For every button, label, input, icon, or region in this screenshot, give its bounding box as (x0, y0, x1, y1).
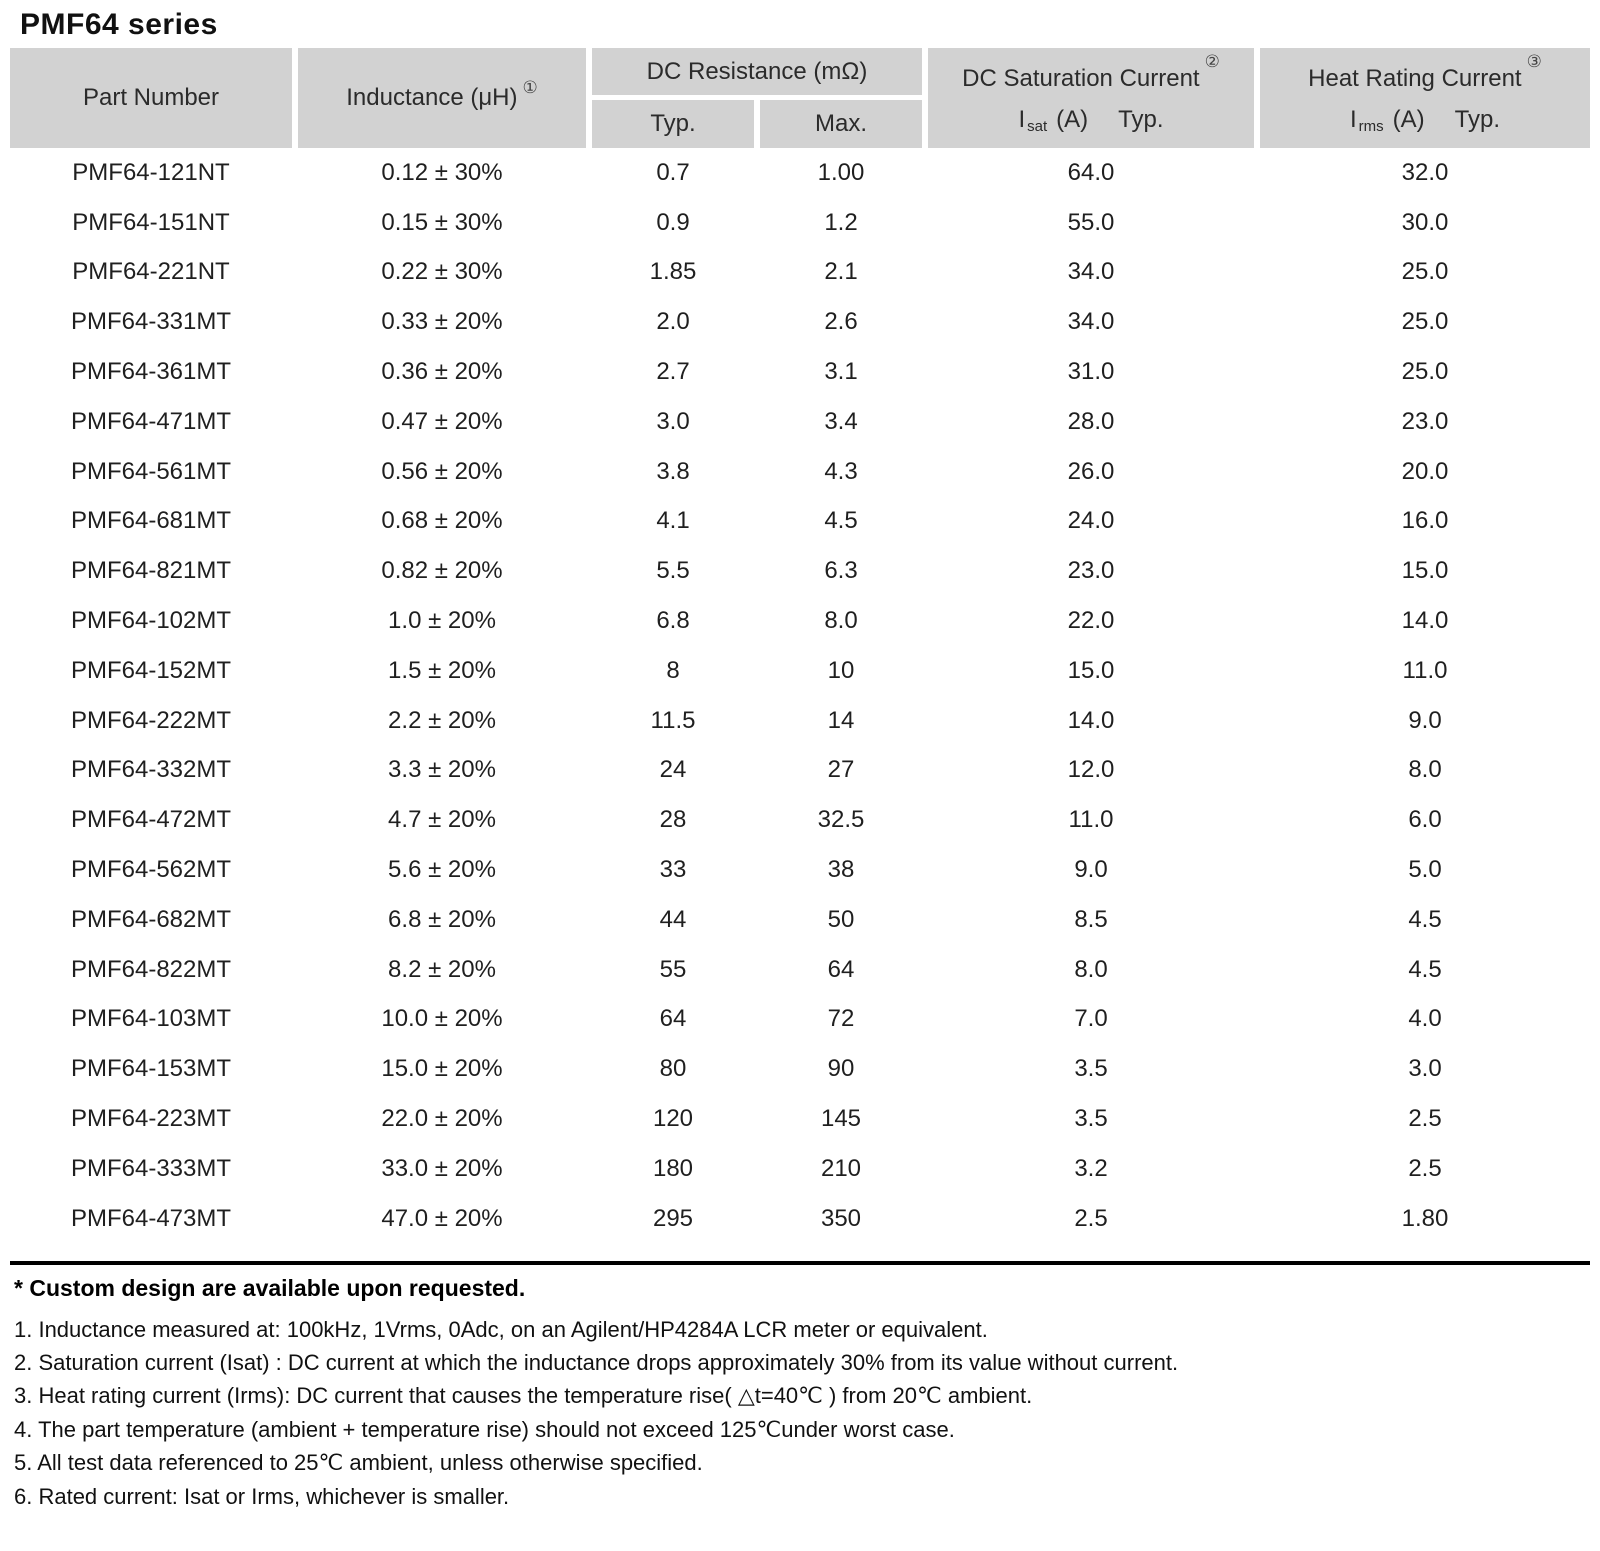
cell: 90 (827, 1055, 855, 1083)
table-row (10, 198, 1590, 248)
cell: PMF64-102MT (70, 607, 232, 635)
cell: 0.33 ± 20% (381, 308, 503, 336)
isat-symbol: I (1018, 105, 1026, 133)
table-row (10, 845, 1590, 895)
table-row (10, 596, 1590, 646)
cell: 2.2 ± 20% (388, 706, 496, 734)
table-row (10, 895, 1590, 945)
cell: 6.0 (1408, 806, 1442, 834)
cell: 3.5 (1074, 1105, 1108, 1133)
cell: 6.8 ± 20% (388, 905, 496, 933)
cell: 3.5 (1074, 1055, 1108, 1083)
cell: 120 (652, 1105, 694, 1133)
isat-typ: Typ. (1118, 105, 1164, 133)
header-heat-rating-label: Heat Rating Current (1308, 65, 1522, 93)
cell: 3.4 (824, 407, 858, 435)
cell: 24.0 (1067, 507, 1115, 535)
cell: 4.3 (824, 457, 858, 485)
cell: 8.2 ± 20% (388, 955, 496, 983)
cell: PMF64-152MT (70, 656, 232, 684)
cell: 9.0 (1074, 856, 1108, 884)
cell: 145 (820, 1105, 862, 1133)
cell: 8.0 (824, 607, 858, 635)
cell: 32.0 (1401, 158, 1449, 186)
cell: 2.0 (656, 308, 690, 336)
table-row (10, 696, 1590, 746)
table-header (10, 48, 1590, 148)
cell: 0.12 ± 30% (381, 158, 503, 186)
irms-subscript: rms (1358, 117, 1384, 135)
cell: PMF64-473MT (70, 1204, 232, 1232)
custom-design-note: * Custom design are available upon requested. (14, 1275, 526, 1301)
cell: 15.0 (1067, 656, 1115, 684)
cell: 3.0 (656, 407, 690, 435)
header-dc-resistance-label: DC Resistance (mΩ) (646, 57, 868, 85)
table-row (10, 347, 1590, 397)
cell: 25.0 (1401, 308, 1449, 336)
cell: 210 (820, 1154, 862, 1182)
cell: 0.56 ± 20% (381, 457, 503, 485)
irms-symbol: I (1349, 105, 1357, 133)
cell: PMF64-821MT (70, 557, 232, 585)
cell: 34.0 (1067, 308, 1115, 336)
irms-unit: (A) (1392, 105, 1425, 133)
header-max-label: Max. (814, 110, 867, 137)
cell: PMF64-682MT (70, 905, 232, 933)
cell: PMF64-561MT (70, 457, 232, 485)
cell: 25.0 (1401, 258, 1449, 286)
header-dc-resistance (592, 48, 922, 95)
cell: 0.47 ± 20% (381, 407, 503, 435)
header-dc-saturation (928, 48, 1254, 148)
cell: 2.5 (1408, 1105, 1442, 1133)
cell: 11.0 (1402, 656, 1448, 684)
table-row (10, 995, 1590, 1045)
cell: 0.68 ± 20% (381, 507, 503, 535)
irms-label (1350, 106, 1500, 134)
cell: 47.0 ± 20% (381, 1204, 503, 1232)
cell: 1.5 ± 20% (388, 656, 496, 684)
table-row (10, 1144, 1590, 1194)
cell: 3.2 (1074, 1154, 1108, 1182)
cell: 2.5 (1408, 1154, 1442, 1182)
irms-typ: Typ. (1454, 105, 1501, 133)
cell: 4.7 ± 20% (388, 806, 496, 834)
footnote-1: 1. Inductance measured at: 100kHz, 1Vrms, 0Adc, on an Agilent/HP4284A LCR meter or equivalent. (14, 1316, 988, 1342)
cell: 2.6 (824, 308, 858, 336)
cell: 350 (820, 1204, 862, 1232)
table-row (10, 546, 1590, 596)
cell: 14.0 (1067, 706, 1115, 734)
cell: 9.0 (1408, 706, 1442, 734)
cell: 0.82 ± 20% (381, 557, 503, 585)
cell: 33 (659, 856, 687, 884)
cell: 14.0 (1401, 607, 1449, 635)
footnote-2: 2. Saturation current (Isat) : DC current at which the inductance drops approximately 30% from its value without current. (14, 1350, 1179, 1376)
cell: PMF64-681MT (70, 507, 232, 535)
cell: 72 (827, 1005, 855, 1033)
isat-label (1018, 106, 1163, 134)
table-row (10, 1094, 1590, 1144)
cell: PMF64-221NT (72, 258, 230, 286)
cell: 0.7 (656, 158, 690, 186)
footnote-5: 5. All test data referenced to 25℃ ambient, unless otherwise specified. (14, 1450, 703, 1476)
table-row (10, 746, 1590, 796)
cell: 10 (827, 656, 855, 684)
cell: 8.0 (1074, 955, 1108, 983)
cell: PMF64-121NT (72, 158, 230, 186)
table-row (10, 397, 1590, 447)
header-heat-rating (1260, 48, 1590, 148)
cell: 12.0 (1067, 756, 1115, 784)
table-row (10, 795, 1590, 845)
table-row (10, 945, 1590, 995)
cell: 50 (827, 905, 855, 933)
cell: 3.0 (1408, 1055, 1442, 1083)
cell: 2.1 (824, 258, 858, 286)
cell: 64 (659, 1005, 687, 1033)
cell: 4.5 (824, 507, 858, 535)
cell: PMF64-333MT (70, 1154, 232, 1182)
cell: 23.0 (1067, 557, 1115, 585)
table-row (10, 1194, 1590, 1244)
cell: 0.9 (656, 208, 690, 236)
table-row (10, 646, 1590, 696)
cell: 33.0 ± 20% (381, 1154, 503, 1182)
cell: 3.3 ± 20% (388, 756, 496, 784)
cell: 32.5 (817, 806, 865, 834)
cell: 64 (827, 955, 855, 983)
header-part-number-label: Part Number (82, 84, 220, 111)
cell: 34.0 (1067, 258, 1115, 286)
table-row (10, 1044, 1590, 1094)
cell: 180 (652, 1154, 694, 1182)
cell: 295 (652, 1204, 694, 1232)
spec-table (10, 48, 1590, 1244)
cell: 7.0 (1074, 1005, 1108, 1033)
cell: 24 (659, 756, 687, 784)
cell: 30.0 (1401, 208, 1449, 236)
cell: 6.3 (824, 557, 858, 585)
cell: 3.1 (824, 358, 858, 386)
cell: 10.0 ± 20% (381, 1005, 503, 1033)
footnote-3: 3. Heat rating current (Irms): DC current that causes the temperature rise( △t=40℃ ) from 20℃ ambient. (14, 1383, 1033, 1409)
cell: 28 (659, 806, 687, 834)
cell: 1.00 (817, 158, 865, 186)
header-dc-saturation-label: DC Saturation Current (962, 65, 1200, 93)
cell: 4.5 (1408, 955, 1442, 983)
cell: 11.5 (650, 706, 696, 734)
cell: 16.0 (1401, 507, 1449, 535)
header-typ-label: Typ. (650, 110, 696, 137)
section-divider (10, 1261, 1590, 1265)
cell: 0.36 ± 20% (381, 358, 503, 386)
header-dc-saturation-title (962, 52, 1220, 93)
table-body (10, 148, 1590, 1244)
note-ref-2-icon: ② (1204, 52, 1220, 72)
cell: PMF64-331MT (70, 308, 232, 336)
cell: 31.0 (1067, 358, 1115, 386)
cell: 4.0 (1408, 1005, 1442, 1033)
cell: PMF64-153MT (70, 1055, 232, 1083)
cell: 44 (659, 905, 687, 933)
table-row (10, 148, 1590, 198)
cell: 4.5 (1408, 905, 1442, 933)
footnote-4: 4. The part temperature (ambient + temperature rise) should not exceed 125℃under worst case. (14, 1416, 955, 1442)
cell: 14 (827, 706, 855, 734)
cell: 23.0 (1401, 407, 1449, 435)
cell: PMF64-471MT (70, 407, 232, 435)
cell: 3.8 (656, 457, 690, 485)
cell: 1.85 (649, 258, 697, 286)
cell: 6.8 (656, 607, 690, 635)
cell: PMF64-222MT (70, 706, 232, 734)
footnotes (14, 1313, 1584, 1513)
header-part-number (10, 48, 292, 148)
isat-subscript: sat (1027, 117, 1048, 135)
cell: 2.5 (1074, 1204, 1108, 1232)
note-ref-1-icon: ① (522, 78, 538, 97)
header-inductance-label: Inductance (μH) (346, 84, 518, 111)
table-row (10, 248, 1590, 298)
cell: 15.0 ± 20% (381, 1055, 503, 1083)
cell: 20.0 (1401, 457, 1449, 485)
cell: 38 (827, 856, 855, 884)
cell: PMF64-223MT (70, 1105, 232, 1133)
table-row (10, 297, 1590, 347)
cell: 1.0 ± 20% (388, 607, 496, 635)
cell: 25.0 (1401, 358, 1449, 386)
header-dc-resistance-max (760, 100, 922, 148)
table-row (10, 447, 1590, 497)
cell: PMF64-151NT (72, 208, 230, 236)
cell: 28.0 (1067, 407, 1115, 435)
note-ref-3-icon: ③ (1526, 52, 1542, 72)
cell: 5.0 (1408, 856, 1442, 884)
cell: PMF64-332MT (70, 756, 232, 784)
cell: PMF64-562MT (70, 856, 232, 884)
cell: 55 (659, 955, 687, 983)
cell: 26.0 (1067, 457, 1115, 485)
cell: 80 (659, 1055, 687, 1083)
cell: 15.0 (1401, 557, 1449, 585)
cell: 4.1 (656, 507, 690, 535)
table-row (10, 497, 1590, 547)
cell: 0.22 ± 30% (381, 258, 503, 286)
header-heat-rating-title (1308, 52, 1542, 93)
isat-unit: (A) (1056, 105, 1089, 133)
cell: PMF64-361MT (70, 358, 232, 386)
cell: 55.0 (1067, 208, 1115, 236)
footnote-6: 6. Rated current: Isat or Irms, whichever is smaller. (14, 1483, 510, 1509)
cell: 5.5 (656, 557, 690, 585)
cell: 2.7 (656, 358, 690, 386)
cell: 11.0 (1068, 806, 1114, 834)
cell: PMF64-103MT (70, 1005, 232, 1033)
header-inductance (298, 48, 586, 148)
cell: 0.15 ± 30% (381, 208, 503, 236)
cell: 8 (666, 656, 680, 684)
cell: 1.2 (824, 208, 858, 236)
header-dc-resistance-typ (592, 100, 754, 148)
cell: 27 (827, 756, 855, 784)
cell: 8.0 (1408, 756, 1442, 784)
cell: 1.80 (1401, 1204, 1449, 1232)
cell: PMF64-822MT (70, 955, 232, 983)
cell: 22.0 (1067, 607, 1115, 635)
page-title: PMF64 series (20, 8, 218, 41)
cell: PMF64-472MT (70, 806, 232, 834)
cell: 8.5 (1074, 905, 1108, 933)
cell: 22.0 ± 20% (381, 1105, 503, 1133)
cell: 64.0 (1067, 158, 1115, 186)
cell: 5.6 ± 20% (388, 856, 496, 884)
